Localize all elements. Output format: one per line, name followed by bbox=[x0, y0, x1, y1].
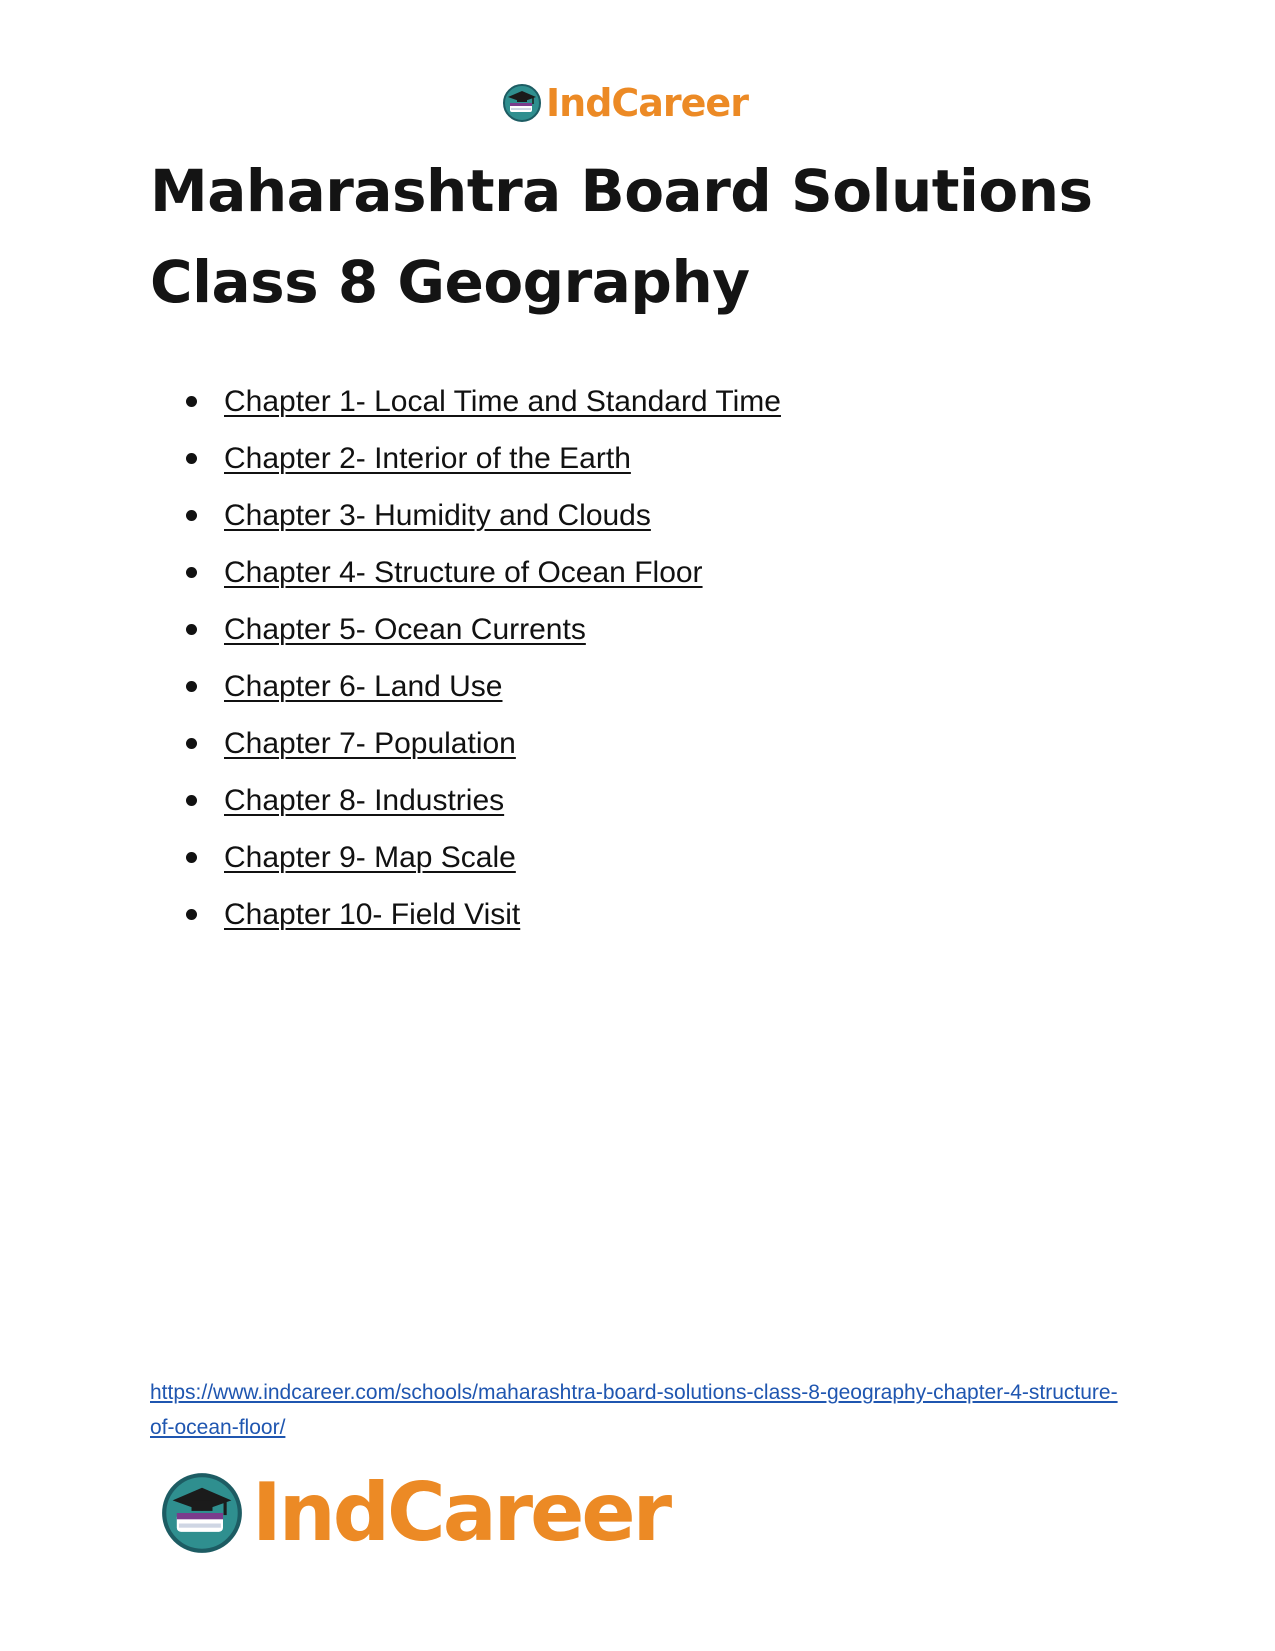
chapter-link-5[interactable]: Chapter 5- Ocean Currents bbox=[224, 612, 586, 646]
page-title-line-2: Class 8 Geography bbox=[150, 248, 750, 316]
page-title-line-1: Maharashtra Board Solutions bbox=[150, 157, 1093, 225]
chapter-link-9[interactable]: Chapter 9- Map Scale bbox=[224, 840, 516, 874]
list-item bbox=[186, 715, 781, 772]
bullet-icon bbox=[186, 738, 197, 749]
list-item bbox=[186, 772, 781, 829]
bullet-icon bbox=[186, 852, 197, 863]
source-url-link[interactable]: https://www.indcareer.com/schools/maharashtra-board-solutions-class-8-geography-chapter-4-structure-of-ocean-floor/ bbox=[150, 1381, 1118, 1439]
bullet-icon bbox=[186, 681, 197, 692]
bullet-icon bbox=[186, 567, 197, 578]
bullet-icon bbox=[186, 795, 197, 806]
chapter-link-1[interactable]: Chapter 1- Local Time and Standard Time bbox=[224, 384, 781, 418]
chapter-link-4[interactable]: Chapter 4- Structure of Ocean Floor bbox=[224, 555, 703, 589]
chapter-link-6[interactable]: Chapter 6- Land Use bbox=[224, 669, 503, 703]
list-item bbox=[186, 487, 781, 544]
chapter-link-8[interactable]: Chapter 8- Industries bbox=[224, 783, 505, 817]
chapter-link-7[interactable]: Chapter 7- Population bbox=[224, 726, 516, 760]
bullet-icon bbox=[186, 453, 197, 464]
bullet-icon bbox=[186, 909, 197, 920]
list-item bbox=[186, 601, 781, 658]
brand-name: IndCareer bbox=[546, 81, 748, 125]
list-item bbox=[186, 829, 781, 886]
page-title bbox=[150, 146, 1150, 328]
chapter-link-3[interactable]: Chapter 3- Humidity and Clouds bbox=[224, 498, 651, 532]
chapter-link-2[interactable]: Chapter 2- Interior of the Earth bbox=[224, 441, 631, 475]
brand-logo-top bbox=[502, 80, 748, 126]
bullet-icon bbox=[186, 396, 197, 407]
brand-name: IndCareer bbox=[252, 1466, 670, 1559]
brand-logo-bottom bbox=[160, 1468, 669, 1558]
list-item bbox=[186, 544, 781, 601]
chapter-link-10[interactable]: Chapter 10- Field Visit bbox=[224, 897, 521, 931]
list-item bbox=[186, 373, 781, 430]
chapter-list bbox=[186, 373, 781, 943]
list-item bbox=[186, 658, 781, 715]
graduation-book-globe-icon bbox=[160, 1471, 244, 1555]
bullet-icon bbox=[186, 510, 197, 521]
list-item bbox=[186, 430, 781, 487]
list-item bbox=[186, 886, 781, 943]
graduation-book-globe-icon bbox=[502, 83, 542, 123]
bullet-icon bbox=[186, 624, 197, 635]
